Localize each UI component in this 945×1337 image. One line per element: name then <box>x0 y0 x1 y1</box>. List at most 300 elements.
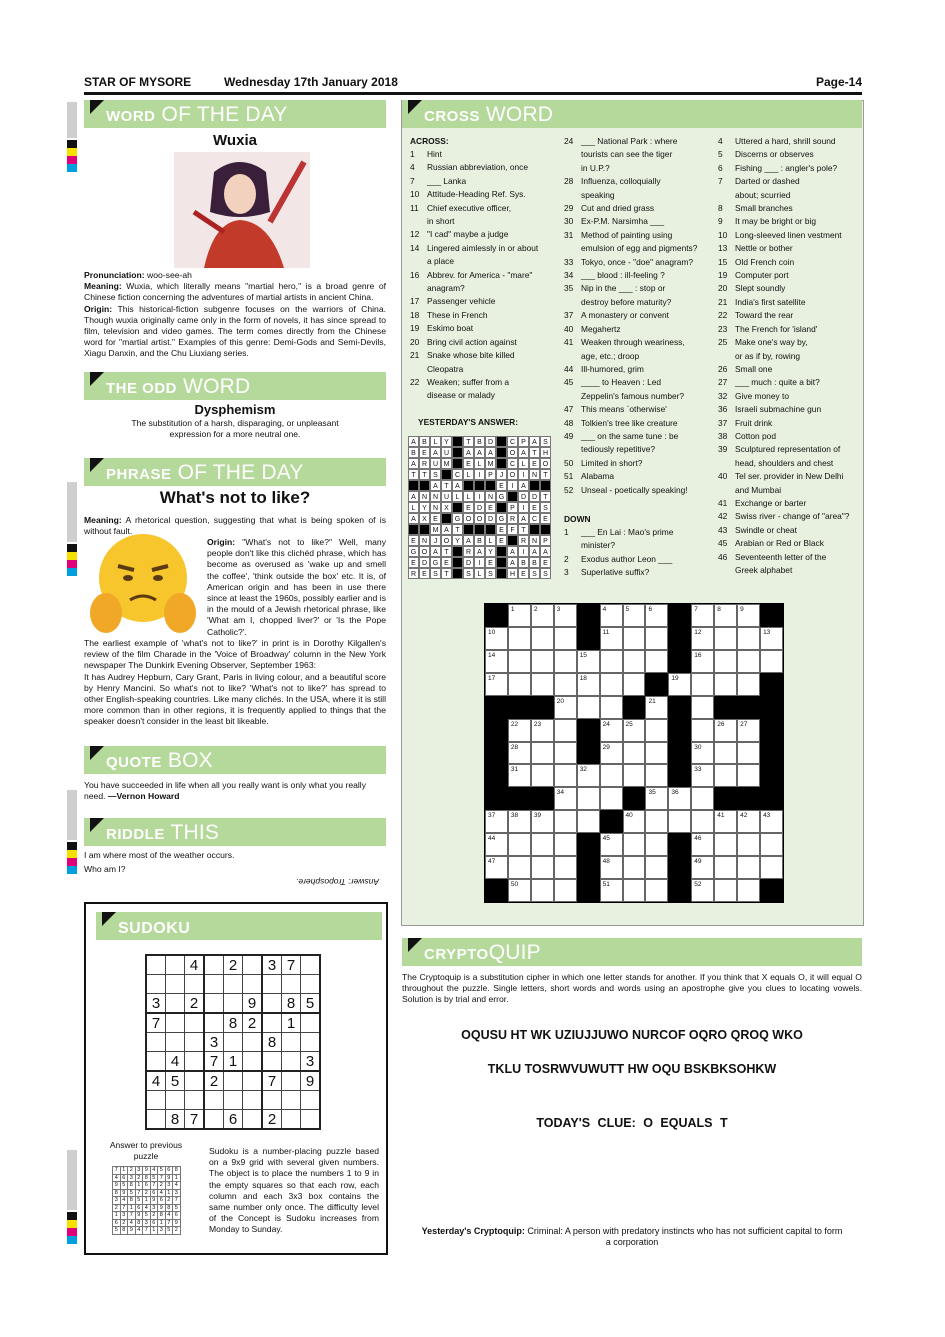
crossword-cell[interactable] <box>737 650 760 673</box>
sudoku-cell[interactable] <box>224 1091 243 1110</box>
sudoku-answer-cell: 6 <box>165 1167 173 1175</box>
crossword-cell[interactable] <box>645 719 668 742</box>
sudoku-cell[interactable] <box>185 1071 205 1091</box>
crossword-cell[interactable] <box>714 627 737 650</box>
crossword-cell[interactable] <box>623 879 646 902</box>
margin-strip <box>67 1150 77 1210</box>
crossword-black-cell <box>760 879 783 902</box>
crossword-cell[interactable] <box>531 650 554 673</box>
sudoku-cell[interactable] <box>301 975 321 994</box>
sudoku-answer-cell: 1 <box>165 1189 173 1197</box>
clue: 2 Exodus author Leon ___ <box>564 553 673 564</box>
crossword-cell[interactable] <box>600 833 623 856</box>
crossword-cell[interactable] <box>714 879 737 902</box>
crossword-cell[interactable] <box>714 833 737 856</box>
crossword-cell[interactable] <box>600 787 623 810</box>
crossword-cell[interactable] <box>485 810 508 833</box>
crossword-cell[interactable] <box>600 719 623 742</box>
crossword-cell[interactable] <box>531 742 554 765</box>
clue-number: 20 <box>556 697 564 705</box>
sudoku-cell[interactable] <box>146 955 166 975</box>
answer-cell: A <box>518 513 529 524</box>
crossword-cell[interactable] <box>577 696 600 719</box>
crossword-cell[interactable] <box>485 833 508 856</box>
sudoku-cell[interactable] <box>301 1033 321 1052</box>
crossword-cell[interactable] <box>645 787 668 810</box>
crossword-cell[interactable] <box>714 764 737 787</box>
crossword-black-cell <box>485 787 508 810</box>
sudoku-cell[interactable] <box>224 1071 243 1091</box>
crossword-cell[interactable] <box>691 856 714 879</box>
crossword-cell[interactable] <box>554 787 577 810</box>
phrase-history: The earliest example of 'what's not to like?' in print is in Dorothy Kilgallen's review of the film Charade in the 'Voice of Broadway' column in the New York newspaper The Dunkirk Evening Observer, September 1963: It has Audrey Hepburn, Cary Grant, Paris in living colour, and a beautiful score by Henry Mancini. So what's not to like? 'What's not to like?' has spread to other English-speaking countries. Like many clichés. In the USA, where it is still more common than in other regions, it is frequently applied to things that the speaker doesn't consider in the least bit likeable. <box>84 638 386 727</box>
sudoku-cell[interactable] <box>282 1033 301 1052</box>
crossword-cell[interactable] <box>645 696 668 719</box>
crossword-cell[interactable] <box>645 879 668 902</box>
answer-cell: N <box>419 535 430 546</box>
sudoku-answer-cell: 1 <box>143 1197 151 1205</box>
crossword-cell[interactable] <box>645 650 668 673</box>
answer-cell <box>452 568 463 579</box>
crossword-black-cell <box>577 879 600 902</box>
answer-cell: I <box>518 546 529 557</box>
clue: 41 Exchange or barter <box>718 497 807 508</box>
sudoku-cell[interactable] <box>301 1110 321 1130</box>
sudoku-cell[interactable] <box>282 1091 301 1110</box>
clue: 30 Ex-P.M. Narsimha ___ <box>564 216 665 227</box>
sudoku-cell[interactable] <box>282 1110 301 1130</box>
sudoku-cell[interactable] <box>224 994 243 1014</box>
sudoku-cell[interactable] <box>301 955 321 975</box>
crossword-cell[interactable] <box>600 604 623 627</box>
reg-mark <box>67 1212 77 1220</box>
sudoku-cell: 7 <box>204 1052 224 1072</box>
sudoku-answer-cell: 2 <box>120 1219 128 1227</box>
sudoku-cell[interactable] <box>243 955 263 975</box>
crossword-cell[interactable] <box>485 650 508 673</box>
crossword-cell[interactable] <box>645 604 668 627</box>
sudoku-answer-cell: 5 <box>113 1227 121 1235</box>
clue: 25 Make one's way by, <box>718 337 808 348</box>
answer-cell: E <box>463 502 474 513</box>
crossword-cell[interactable] <box>760 833 783 856</box>
crossword-cell[interactable] <box>508 833 531 856</box>
crossword-cell[interactable] <box>668 787 691 810</box>
crossword-cell[interactable] <box>691 627 714 650</box>
sudoku-cell[interactable] <box>185 1052 205 1072</box>
crossword-cell[interactable] <box>531 604 554 627</box>
crossword-cell[interactable] <box>577 810 600 833</box>
crossword-cell[interactable] <box>737 810 760 833</box>
crossword-cell[interactable] <box>554 833 577 856</box>
margin-strip <box>67 482 77 542</box>
sudoku-cell[interactable] <box>204 1013 224 1033</box>
clue: 34 ___ blood : ill-feeling ? <box>564 270 665 281</box>
answer-cell: E <box>485 502 496 513</box>
word-of-day-body: Pronunciation: woo-see-ah Meaning: Wuxia, which literally means "martial hero," is a broad genre of Chinese fiction concerning the adventures of martial artists in ancient China. Origin: This historical-fiction subgenre focuses on the warriors of China. Though wuxia originally came only in the form of novels, it has since spread to film, television and video games. The term comes directly from the Chinese word for "martial artist." Examples of this genre: Demi-Gods and Semi-Devils, Xiagu Danxin, and the Chu Liuxiang series. <box>84 270 386 359</box>
crossword-cell[interactable] <box>760 856 783 879</box>
down-clues-col2 <box>564 526 673 580</box>
sudoku-answer-cell: 6 <box>150 1189 158 1197</box>
answer-cell: N <box>430 491 441 502</box>
crossword-cell[interactable] <box>691 764 714 787</box>
answer-cell: E <box>496 535 507 546</box>
answer-cell: P <box>518 436 529 447</box>
sudoku-cell[interactable] <box>166 975 185 994</box>
sudoku-cell[interactable] <box>146 1052 166 1072</box>
answer-cell: S <box>485 568 496 579</box>
crossword-cell[interactable] <box>645 810 668 833</box>
reg-mark <box>67 858 77 866</box>
crossword-cell[interactable] <box>531 833 554 856</box>
clue: 17 Passenger vehicle <box>410 296 496 307</box>
crossword-cell[interactable] <box>508 650 531 673</box>
answer-cell <box>485 524 496 535</box>
sudoku-cell[interactable] <box>204 1091 224 1110</box>
sudoku-cell: 1 <box>282 1013 301 1033</box>
crossword-cell[interactable] <box>714 650 737 673</box>
crossword-cell[interactable] <box>691 673 714 696</box>
sudoku-answer-cell: 6 <box>143 1182 151 1190</box>
crossword-cell[interactable] <box>714 856 737 879</box>
margin-strip <box>67 790 77 840</box>
sudoku-cell[interactable] <box>204 994 224 1014</box>
page-header <box>84 72 862 95</box>
answer-cell: U <box>430 458 441 469</box>
crossword-cell[interactable] <box>737 764 760 787</box>
crossword-cell[interactable] <box>737 604 760 627</box>
answer-cell <box>452 557 463 568</box>
crossword-cell[interactable] <box>577 764 600 787</box>
crossword-cell[interactable] <box>760 650 783 673</box>
clue: 14 Lingered aimlessly in or about <box>410 242 539 253</box>
sudoku-cell[interactable] <box>146 975 166 994</box>
crossword-cell[interactable] <box>531 627 554 650</box>
crossword-cell[interactable] <box>554 627 577 650</box>
clue-number: 3 <box>556 606 561 613</box>
sudoku-cell[interactable] <box>282 975 301 994</box>
sudoku-cell[interactable] <box>166 955 185 975</box>
sudoku-answer-cell: 1 <box>150 1227 158 1235</box>
crossword-cell[interactable] <box>645 764 668 787</box>
clue-number: 33 <box>694 766 702 774</box>
sudoku-cell[interactable] <box>243 1091 263 1110</box>
crossword-cell[interactable] <box>554 742 577 765</box>
sudoku-cell[interactable] <box>243 1110 263 1130</box>
crossword-cell[interactable] <box>737 856 760 879</box>
answer-cell: T <box>452 524 463 535</box>
sudoku-cell[interactable] <box>185 975 205 994</box>
clue-number: 26 <box>717 720 725 728</box>
crossword-cell[interactable] <box>508 604 531 627</box>
crossword-cell[interactable] <box>714 719 737 742</box>
crossword-cell[interactable] <box>531 879 554 902</box>
reg-mark <box>67 568 77 576</box>
sudoku-cell[interactable] <box>262 1013 282 1033</box>
crossword-cell[interactable] <box>508 627 531 650</box>
crossword-cell[interactable] <box>600 856 623 879</box>
crossword-cell[interactable] <box>623 719 646 742</box>
cryptoquip-banner: CRYPTOQUIP <box>402 938 862 966</box>
answer-cell <box>540 524 551 535</box>
crossword-cell[interactable] <box>554 673 577 696</box>
cryptoquip-line2: TKLU TOSRWVUWUTT HW OQU BSKBKSOHKW <box>487 1062 777 1076</box>
crossword-cell[interactable] <box>714 810 737 833</box>
crossword-black-cell <box>668 742 691 765</box>
answer-cell: B <box>474 535 485 546</box>
answer-cell: T <box>529 447 540 458</box>
crossword-cell[interactable] <box>645 742 668 765</box>
sudoku-answer-cell: 6 <box>113 1219 121 1227</box>
sudoku-cell[interactable] <box>166 1033 185 1052</box>
crossword-cell[interactable] <box>600 627 623 650</box>
answer-cell <box>507 491 518 502</box>
crossword-cell[interactable] <box>691 810 714 833</box>
clue-number: 12 <box>694 628 702 636</box>
sudoku-cell[interactable] <box>243 975 263 994</box>
crossword-cell[interactable] <box>623 742 646 765</box>
crossword-cell[interactable] <box>714 604 737 627</box>
crossword-cell[interactable] <box>554 810 577 833</box>
crossword-black-cell <box>485 764 508 787</box>
answer-cell: E <box>408 557 419 568</box>
crossword-cell[interactable] <box>668 673 691 696</box>
sudoku-cell[interactable] <box>204 975 224 994</box>
sudoku-cell[interactable] <box>262 994 282 1014</box>
sudoku-answer-cell: 5 <box>128 1189 136 1197</box>
crossword-black-cell <box>623 787 646 810</box>
answer-cell: T <box>540 469 551 480</box>
sudoku-cell[interactable] <box>166 1091 185 1110</box>
sudoku-answer-cell: 6 <box>173 1212 181 1220</box>
sudoku-cell[interactable] <box>282 1071 301 1091</box>
crossword-cell[interactable] <box>760 810 783 833</box>
answer-cell: H <box>507 568 518 579</box>
crossword-cell[interactable] <box>623 833 646 856</box>
crossword-cell[interactable] <box>737 719 760 742</box>
answer-cell: B <box>474 436 485 447</box>
crossword-cell[interactable] <box>554 604 577 627</box>
answer-cell: U <box>441 491 452 502</box>
sudoku-cell[interactable] <box>146 1110 166 1130</box>
sudoku-cell: 3 <box>204 1033 224 1052</box>
crossword-cell[interactable] <box>600 879 623 902</box>
sudoku-cell[interactable] <box>224 975 243 994</box>
crossword-cell[interactable] <box>485 673 508 696</box>
sudoku-answer-cell: 1 <box>128 1204 136 1212</box>
sudoku-cell[interactable] <box>204 955 224 975</box>
answer-cell: L <box>474 458 485 469</box>
sudoku-answer-cell: 7 <box>165 1219 173 1227</box>
crossword-cell[interactable] <box>600 650 623 673</box>
crossword-cell[interactable] <box>645 627 668 650</box>
crossword-cell[interactable] <box>691 604 714 627</box>
down-title: DOWN <box>564 514 591 524</box>
crossword-grid[interactable] <box>484 603 784 903</box>
crossword-cell[interactable] <box>554 764 577 787</box>
sudoku-cell[interactable] <box>243 1033 263 1052</box>
crossword-cell[interactable] <box>577 650 600 673</box>
reg-mark <box>67 842 77 850</box>
sudoku-cell[interactable] <box>243 1052 263 1072</box>
sudoku-grid[interactable] <box>145 954 321 1130</box>
crossword-cell[interactable] <box>691 650 714 673</box>
crossword-cell[interactable] <box>760 627 783 650</box>
reg-mark <box>67 544 77 552</box>
sudoku-cell[interactable] <box>166 1013 185 1033</box>
clue: 22 Toward the rear <box>718 310 794 321</box>
clue-number: 46 <box>694 835 702 843</box>
clue: minister? <box>581 540 615 551</box>
crossword-cell[interactable] <box>737 742 760 765</box>
crossword-cell[interactable] <box>737 879 760 902</box>
clue: 26 Small one <box>718 363 773 374</box>
answer-cell: A <box>540 546 551 557</box>
sudoku-cell: 5 <box>166 1071 185 1091</box>
crossword-cell[interactable] <box>714 673 737 696</box>
crossword-cell[interactable] <box>691 719 714 742</box>
sudoku-cell: 2 <box>243 1013 263 1033</box>
crossword-cell[interactable] <box>554 856 577 879</box>
clue: 39 Sculptured representation of <box>718 444 841 455</box>
clue-number: 25 <box>625 720 633 728</box>
answer-cell: S <box>540 502 551 513</box>
sudoku-cell: 8 <box>282 994 301 1014</box>
crossword-black-cell <box>577 627 600 650</box>
sudoku-cell[interactable] <box>262 975 282 994</box>
answer-cell <box>474 524 485 535</box>
answer-cell <box>452 436 463 447</box>
sudoku-cell[interactable] <box>224 1033 243 1052</box>
crossword-cell[interactable] <box>508 879 531 902</box>
crossword-cell[interactable] <box>623 604 646 627</box>
clue: 13 Nettle or bother <box>718 243 793 254</box>
sudoku-answer-cell: 7 <box>120 1204 128 1212</box>
sudoku-cell[interactable] <box>282 1052 301 1072</box>
crossword-cell[interactable] <box>623 673 646 696</box>
sudoku-cell[interactable] <box>204 1110 224 1130</box>
sudoku-cell[interactable] <box>185 1033 205 1052</box>
crossword-cell[interactable] <box>691 696 714 719</box>
crossword-cell[interactable] <box>531 673 554 696</box>
sudoku-cell[interactable] <box>185 1013 205 1033</box>
crossword-cell[interactable] <box>531 856 554 879</box>
answer-cell: G <box>408 546 419 557</box>
crossword-cell[interactable] <box>508 719 531 742</box>
sudoku-cell[interactable] <box>146 1091 166 1110</box>
crossword-cell[interactable] <box>737 833 760 856</box>
crossword-cell[interactable] <box>668 810 691 833</box>
crossword-cell[interactable] <box>600 696 623 719</box>
crossword-cell[interactable] <box>554 879 577 902</box>
sudoku-cell[interactable] <box>301 1091 321 1110</box>
answer-cell: E <box>529 502 540 513</box>
answer-cell: E <box>430 513 441 524</box>
crossword-cell[interactable] <box>531 764 554 787</box>
sudoku-cell[interactable] <box>262 1091 282 1110</box>
answer-cell <box>463 480 474 491</box>
crossword-cell[interactable] <box>508 764 531 787</box>
clue-number: 15 <box>579 651 587 659</box>
clue: 27 ___ much : quite a bit? <box>718 377 820 388</box>
crossword-cell[interactable] <box>554 719 577 742</box>
answer-cell: A <box>518 447 529 458</box>
crossword-cell[interactable] <box>485 627 508 650</box>
crossword-cell[interactable] <box>691 742 714 765</box>
sudoku-cell: 5 <box>301 994 321 1014</box>
crossword-cell[interactable] <box>737 673 760 696</box>
crossword-cell[interactable] <box>508 673 531 696</box>
reg-mark <box>67 552 77 560</box>
crossword-cell[interactable] <box>554 696 577 719</box>
answer-cell: O <box>540 458 551 469</box>
crossword-cell[interactable] <box>577 787 600 810</box>
crossword-cell[interactable] <box>600 764 623 787</box>
sudoku-answer-cell: 1 <box>173 1174 181 1182</box>
crossword-cell[interactable] <box>691 787 714 810</box>
sudoku-cell[interactable] <box>301 1013 321 1033</box>
sudoku-cell[interactable] <box>146 1033 166 1052</box>
crossword-cell[interactable] <box>691 879 714 902</box>
clue: 47 This means `otherwise' <box>564 404 667 415</box>
sudoku-answer-cell: 2 <box>165 1197 173 1205</box>
crossword-cell[interactable] <box>531 810 554 833</box>
answer-cell: D <box>474 502 485 513</box>
crossword-cell[interactable] <box>623 627 646 650</box>
sudoku-cell[interactable] <box>185 1091 205 1110</box>
answer-cell <box>452 458 463 469</box>
crossword-cell[interactable] <box>645 833 668 856</box>
answer-cell: G <box>496 491 507 502</box>
sudoku-cell[interactable] <box>262 1052 282 1072</box>
answer-cell: S <box>430 568 441 579</box>
clue: 51 Alabama <box>564 471 615 482</box>
sudoku-cell[interactable] <box>243 1071 263 1091</box>
crossword-cell[interactable] <box>600 742 623 765</box>
crossword-cell[interactable] <box>554 650 577 673</box>
sudoku-cell: 2 <box>224 955 243 975</box>
sudoku-answer-cell: 9 <box>113 1182 121 1190</box>
crossword-cell[interactable] <box>508 810 531 833</box>
crossword-cell[interactable] <box>623 650 646 673</box>
crossword-cell[interactable] <box>623 764 646 787</box>
clue-number: 42 <box>740 812 748 820</box>
answer-cell: I <box>474 491 485 502</box>
crossword-cell[interactable] <box>577 673 600 696</box>
crossword-cell[interactable] <box>623 810 646 833</box>
across-clues-col1 <box>410 148 538 403</box>
crossword-cell[interactable] <box>691 833 714 856</box>
crossword-cell[interactable] <box>645 856 668 879</box>
crossword-cell[interactable] <box>531 719 554 742</box>
crossword-cell[interactable] <box>623 856 646 879</box>
clue: 10 Attitude-Heading Ref. Sys. <box>410 189 526 200</box>
sudoku-cell[interactable] <box>166 994 185 1014</box>
answer-cell: L <box>463 469 474 480</box>
crossword-cell[interactable] <box>737 627 760 650</box>
answer-cell: Y <box>485 546 496 557</box>
crossword-cell[interactable] <box>485 856 508 879</box>
answer-cell: L <box>408 502 419 513</box>
answer-cell: R <box>507 513 518 524</box>
crossword-cell[interactable] <box>714 742 737 765</box>
crossword-cell[interactable] <box>600 673 623 696</box>
answer-cell: A <box>507 546 518 557</box>
crossword-black-cell <box>508 696 531 719</box>
crossword-cell[interactable] <box>508 742 531 765</box>
answer-cell: A <box>430 546 441 557</box>
crossword-cell[interactable] <box>508 856 531 879</box>
